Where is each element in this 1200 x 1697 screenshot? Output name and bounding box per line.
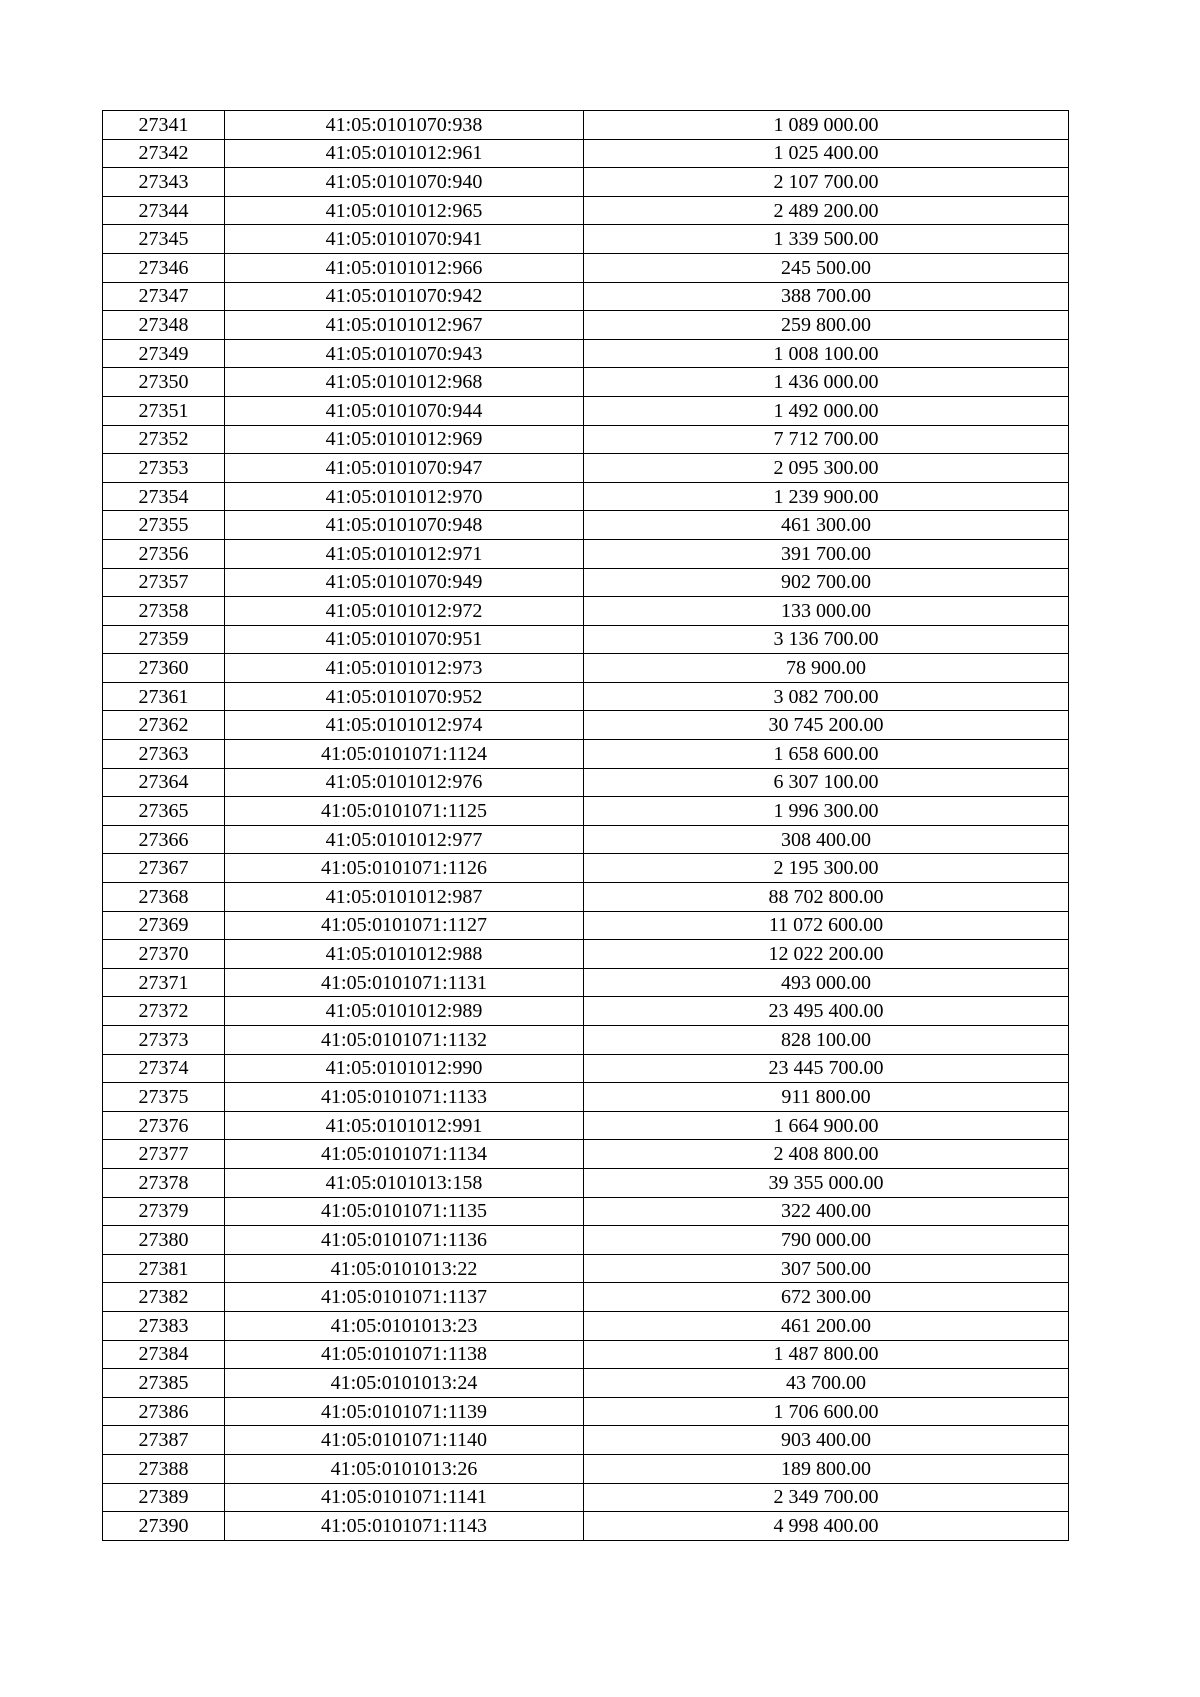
table-row xyxy=(103,1311,1069,1340)
row-number-cell: 27389 xyxy=(103,1483,225,1512)
cadastral-number-cell: 41:05:0101012:971 xyxy=(225,539,584,568)
table-row xyxy=(103,997,1069,1026)
cadastral-number-cell: 41:05:0101012:969 xyxy=(225,425,584,454)
row-number-cell: 27348 xyxy=(103,311,225,340)
cadastral-value-cell: 1 339 500.00 xyxy=(584,225,1069,254)
row-number-cell: 27341 xyxy=(103,111,225,140)
table-row xyxy=(103,1254,1069,1283)
cadastral-value-cell: 388 700.00 xyxy=(584,282,1069,311)
table-row xyxy=(103,968,1069,997)
table-row xyxy=(103,225,1069,254)
cadastral-number-cell: 41:05:0101070:941 xyxy=(225,225,584,254)
table-row xyxy=(103,1054,1069,1083)
table-row xyxy=(103,1140,1069,1169)
cadastral-value-cell: 391 700.00 xyxy=(584,539,1069,568)
cadastral-number-cell: 41:05:0101071:1137 xyxy=(225,1283,584,1312)
cadastral-value-cell: 2 095 300.00 xyxy=(584,454,1069,483)
table-row xyxy=(103,940,1069,969)
table-row xyxy=(103,597,1069,626)
table-row xyxy=(103,1026,1069,1055)
row-number-cell: 27345 xyxy=(103,225,225,254)
cadastral-number-cell: 41:05:0101071:1141 xyxy=(225,1483,584,1512)
row-number-cell: 27377 xyxy=(103,1140,225,1169)
row-number-cell: 27374 xyxy=(103,1054,225,1083)
row-number-cell: 27344 xyxy=(103,196,225,225)
cadastral-number-cell: 41:05:0101013:24 xyxy=(225,1369,584,1398)
cadastral-number-cell: 41:05:0101070:938 xyxy=(225,111,584,140)
cadastral-number-cell: 41:05:0101071:1140 xyxy=(225,1426,584,1455)
table-row xyxy=(103,1226,1069,1255)
table-row xyxy=(103,1111,1069,1140)
cadastral-number-cell: 41:05:0101012:973 xyxy=(225,654,584,683)
cadastral-value-cell: 39 355 000.00 xyxy=(584,1168,1069,1197)
cadastral-number-cell: 41:05:0101012:967 xyxy=(225,311,584,340)
table-row xyxy=(103,511,1069,540)
table-row xyxy=(103,1197,1069,1226)
row-number-cell: 27342 xyxy=(103,139,225,168)
cadastral-value-cell: 1 239 900.00 xyxy=(584,482,1069,511)
table-row xyxy=(103,711,1069,740)
cadastral-value-cell: 245 500.00 xyxy=(584,253,1069,282)
table-row xyxy=(103,825,1069,854)
cadastral-value-cell: 828 100.00 xyxy=(584,1026,1069,1055)
row-number-cell: 27370 xyxy=(103,940,225,969)
table-row xyxy=(103,1454,1069,1483)
cadastral-value-cell: 23 495 400.00 xyxy=(584,997,1069,1026)
cadastral-value-cell: 1 658 600.00 xyxy=(584,740,1069,769)
row-number-cell: 27378 xyxy=(103,1168,225,1197)
cadastral-number-cell: 41:05:0101071:1132 xyxy=(225,1026,584,1055)
row-number-cell: 27388 xyxy=(103,1454,225,1483)
row-number-cell: 27363 xyxy=(103,740,225,769)
table-row xyxy=(103,339,1069,368)
row-number-cell: 27357 xyxy=(103,568,225,597)
row-number-cell: 27352 xyxy=(103,425,225,454)
cadastral-value-cell: 1 996 300.00 xyxy=(584,797,1069,826)
cadastral-value-cell: 1 008 100.00 xyxy=(584,339,1069,368)
cadastral-value-cell: 790 000.00 xyxy=(584,1226,1069,1255)
row-number-cell: 27376 xyxy=(103,1111,225,1140)
row-number-cell: 27386 xyxy=(103,1397,225,1426)
table-row xyxy=(103,568,1069,597)
table-row xyxy=(103,1512,1069,1541)
cadastral-value-cell: 1 664 900.00 xyxy=(584,1111,1069,1140)
table-row xyxy=(103,797,1069,826)
cadastral-value-cell: 78 900.00 xyxy=(584,654,1069,683)
table-row xyxy=(103,768,1069,797)
row-number-cell: 27371 xyxy=(103,968,225,997)
table-row xyxy=(103,854,1069,883)
row-number-cell: 27358 xyxy=(103,597,225,626)
table-row xyxy=(103,1083,1069,1112)
cadastral-number-cell: 41:05:0101070:951 xyxy=(225,625,584,654)
cadastral-value-cell: 493 000.00 xyxy=(584,968,1069,997)
cadastral-number-cell: 41:05:0101013:22 xyxy=(225,1254,584,1283)
cadastral-value-cell: 1 492 000.00 xyxy=(584,396,1069,425)
cadastral-number-cell: 41:05:0101071:1139 xyxy=(225,1397,584,1426)
row-number-cell: 27356 xyxy=(103,539,225,568)
row-number-cell: 27367 xyxy=(103,854,225,883)
row-number-cell: 27364 xyxy=(103,768,225,797)
cadastral-number-cell: 41:05:0101070:943 xyxy=(225,339,584,368)
table-row xyxy=(103,168,1069,197)
cadastral-number-cell: 41:05:0101071:1127 xyxy=(225,911,584,940)
table-row xyxy=(103,1397,1069,1426)
cadastral-value-cell: 902 700.00 xyxy=(584,568,1069,597)
cadastral-value-cell: 672 300.00 xyxy=(584,1283,1069,1312)
cadastral-value-cell: 189 800.00 xyxy=(584,1454,1069,1483)
cadastral-number-cell: 41:05:0101071:1134 xyxy=(225,1140,584,1169)
cadastral-value-cell: 308 400.00 xyxy=(584,825,1069,854)
cadastral-value-table xyxy=(102,110,1069,1541)
cadastral-number-cell: 41:05:0101071:1124 xyxy=(225,740,584,769)
row-number-cell: 27351 xyxy=(103,396,225,425)
table-row xyxy=(103,682,1069,711)
cadastral-number-cell: 41:05:0101012:966 xyxy=(225,253,584,282)
table-row xyxy=(103,911,1069,940)
cadastral-value-cell: 133 000.00 xyxy=(584,597,1069,626)
cadastral-number-cell: 41:05:0101012:977 xyxy=(225,825,584,854)
cadastral-value-cell: 461 300.00 xyxy=(584,511,1069,540)
row-number-cell: 27350 xyxy=(103,368,225,397)
row-number-cell: 27343 xyxy=(103,168,225,197)
cadastral-number-cell: 41:05:0101071:1136 xyxy=(225,1226,584,1255)
row-number-cell: 27390 xyxy=(103,1512,225,1541)
row-number-cell: 27347 xyxy=(103,282,225,311)
cadastral-number-cell: 41:05:0101013:158 xyxy=(225,1168,584,1197)
table-row xyxy=(103,539,1069,568)
table-row xyxy=(103,1369,1069,1398)
row-number-cell: 27366 xyxy=(103,825,225,854)
cadastral-value-cell: 911 800.00 xyxy=(584,1083,1069,1112)
cadastral-value-cell: 2 107 700.00 xyxy=(584,168,1069,197)
row-number-cell: 27373 xyxy=(103,1026,225,1055)
table-row xyxy=(103,1483,1069,1512)
row-number-cell: 27361 xyxy=(103,682,225,711)
cadastral-number-cell: 41:05:0101070:940 xyxy=(225,168,584,197)
cadastral-value-cell: 1 025 400.00 xyxy=(584,139,1069,168)
cadastral-number-cell: 41:05:0101012:990 xyxy=(225,1054,584,1083)
row-number-cell: 27355 xyxy=(103,511,225,540)
table-row xyxy=(103,111,1069,140)
table-row xyxy=(103,196,1069,225)
cadastral-number-cell: 41:05:0101071:1143 xyxy=(225,1512,584,1541)
table-row xyxy=(103,1340,1069,1369)
table-row xyxy=(103,396,1069,425)
cadastral-value-cell: 461 200.00 xyxy=(584,1311,1069,1340)
cadastral-value-cell: 2 195 300.00 xyxy=(584,854,1069,883)
table-row xyxy=(103,1283,1069,1312)
row-number-cell: 27362 xyxy=(103,711,225,740)
row-number-cell: 27369 xyxy=(103,911,225,940)
cadastral-number-cell: 41:05:0101012:989 xyxy=(225,997,584,1026)
cadastral-value-cell: 1 487 800.00 xyxy=(584,1340,1069,1369)
row-number-cell: 27368 xyxy=(103,883,225,912)
cadastral-number-cell: 41:05:0101070:949 xyxy=(225,568,584,597)
cadastral-value-cell: 903 400.00 xyxy=(584,1426,1069,1455)
table-row xyxy=(103,883,1069,912)
cadastral-number-cell: 41:05:0101013:26 xyxy=(225,1454,584,1483)
table-row xyxy=(103,482,1069,511)
cadastral-value-cell: 7 712 700.00 xyxy=(584,425,1069,454)
row-number-cell: 27380 xyxy=(103,1226,225,1255)
cadastral-number-cell: 41:05:0101070:942 xyxy=(225,282,584,311)
cadastral-value-cell: 1 706 600.00 xyxy=(584,1397,1069,1426)
table-row xyxy=(103,425,1069,454)
cadastral-value-cell: 2 408 800.00 xyxy=(584,1140,1069,1169)
cadastral-value-cell: 30 745 200.00 xyxy=(584,711,1069,740)
cadastral-value-cell: 4 998 400.00 xyxy=(584,1512,1069,1541)
row-number-cell: 27372 xyxy=(103,997,225,1026)
cadastral-number-cell: 41:05:0101070:944 xyxy=(225,396,584,425)
row-number-cell: 27359 xyxy=(103,625,225,654)
row-number-cell: 27387 xyxy=(103,1426,225,1455)
cadastral-number-cell: 41:05:0101070:947 xyxy=(225,454,584,483)
cadastral-number-cell: 41:05:0101012:991 xyxy=(225,1111,584,1140)
row-number-cell: 27382 xyxy=(103,1283,225,1312)
cadastral-value-cell: 12 022 200.00 xyxy=(584,940,1069,969)
cadastral-value-cell: 88 702 800.00 xyxy=(584,883,1069,912)
cadastral-number-cell: 41:05:0101071:1135 xyxy=(225,1197,584,1226)
row-number-cell: 27360 xyxy=(103,654,225,683)
cadastral-value-cell: 2 349 700.00 xyxy=(584,1483,1069,1512)
cadastral-number-cell: 41:05:0101071:1126 xyxy=(225,854,584,883)
cadastral-number-cell: 41:05:0101012:965 xyxy=(225,196,584,225)
row-number-cell: 27354 xyxy=(103,482,225,511)
table-row xyxy=(103,1168,1069,1197)
cadastral-value-cell: 259 800.00 xyxy=(584,311,1069,340)
row-number-cell: 27379 xyxy=(103,1197,225,1226)
table-row xyxy=(103,454,1069,483)
table-row xyxy=(103,368,1069,397)
cadastral-number-cell: 41:05:0101012:987 xyxy=(225,883,584,912)
row-number-cell: 27384 xyxy=(103,1340,225,1369)
cadastral-value-cell: 3 082 700.00 xyxy=(584,682,1069,711)
cadastral-value-cell: 11 072 600.00 xyxy=(584,911,1069,940)
cadastral-number-cell: 41:05:0101013:23 xyxy=(225,1311,584,1340)
row-number-cell: 27349 xyxy=(103,339,225,368)
cadastral-value-cell: 1 089 000.00 xyxy=(584,111,1069,140)
cadastral-value-cell: 322 400.00 xyxy=(584,1197,1069,1226)
cadastral-number-cell: 41:05:0101012:972 xyxy=(225,597,584,626)
cadastral-value-cell: 2 489 200.00 xyxy=(584,196,1069,225)
cadastral-value-cell: 6 307 100.00 xyxy=(584,768,1069,797)
cadastral-number-cell: 41:05:0101012:970 xyxy=(225,482,584,511)
cadastral-value-cell: 23 445 700.00 xyxy=(584,1054,1069,1083)
cadastral-value-cell: 1 436 000.00 xyxy=(584,368,1069,397)
row-number-cell: 27385 xyxy=(103,1369,225,1398)
cadastral-number-cell: 41:05:0101012:976 xyxy=(225,768,584,797)
table-row xyxy=(103,1426,1069,1455)
row-number-cell: 27353 xyxy=(103,454,225,483)
table-body xyxy=(103,111,1069,1541)
cadastral-value-cell: 43 700.00 xyxy=(584,1369,1069,1398)
cadastral-number-cell: 41:05:0101070:952 xyxy=(225,682,584,711)
cadastral-number-cell: 41:05:0101012:968 xyxy=(225,368,584,397)
cadastral-number-cell: 41:05:0101071:1138 xyxy=(225,1340,584,1369)
cadastral-number-cell: 41:05:0101070:948 xyxy=(225,511,584,540)
row-number-cell: 27365 xyxy=(103,797,225,826)
cadastral-value-cell: 307 500.00 xyxy=(584,1254,1069,1283)
cadastral-number-cell: 41:05:0101012:961 xyxy=(225,139,584,168)
table-row xyxy=(103,740,1069,769)
table-row xyxy=(103,253,1069,282)
table-row xyxy=(103,625,1069,654)
cadastral-number-cell: 41:05:0101071:1133 xyxy=(225,1083,584,1112)
row-number-cell: 27381 xyxy=(103,1254,225,1283)
row-number-cell: 27346 xyxy=(103,253,225,282)
table-row xyxy=(103,311,1069,340)
cadastral-number-cell: 41:05:0101012:974 xyxy=(225,711,584,740)
table-row xyxy=(103,654,1069,683)
table-row xyxy=(103,282,1069,311)
cadastral-number-cell: 41:05:0101012:988 xyxy=(225,940,584,969)
row-number-cell: 27383 xyxy=(103,1311,225,1340)
table-row xyxy=(103,139,1069,168)
cadastral-value-cell: 3 136 700.00 xyxy=(584,625,1069,654)
cadastral-number-cell: 41:05:0101071:1125 xyxy=(225,797,584,826)
row-number-cell: 27375 xyxy=(103,1083,225,1112)
cadastral-number-cell: 41:05:0101071:1131 xyxy=(225,968,584,997)
